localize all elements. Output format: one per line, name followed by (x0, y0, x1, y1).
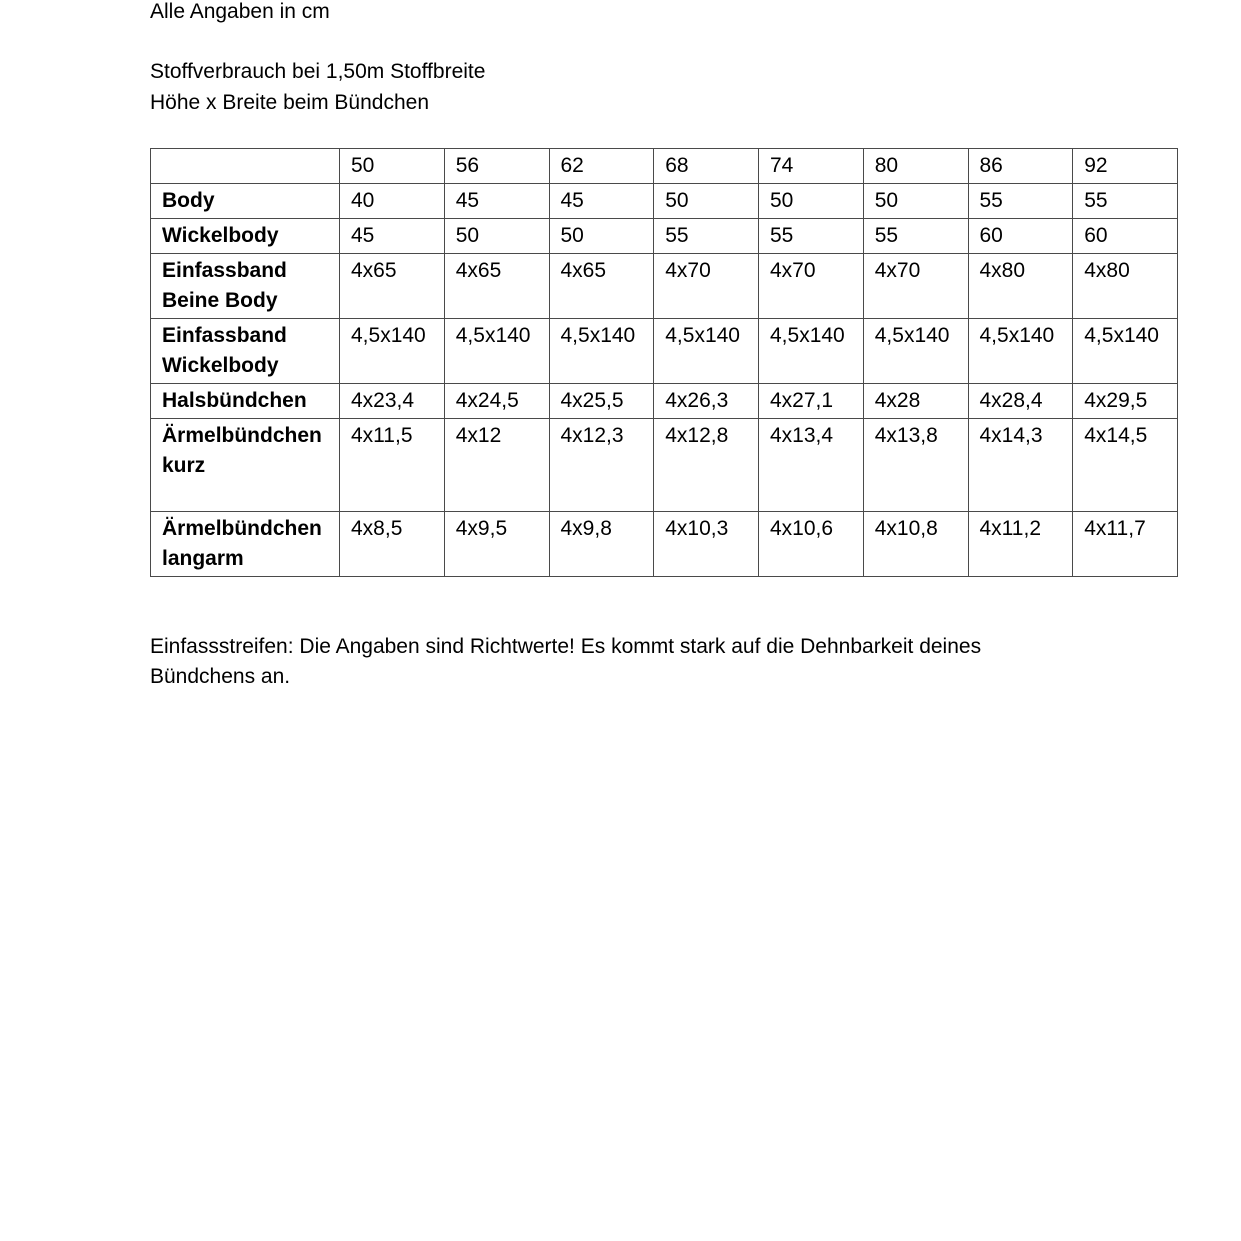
row-label: Ärmelbündchen kurz (151, 419, 340, 512)
table-cell: 4x12,3 (549, 419, 654, 512)
row-label: Body (151, 184, 340, 219)
table-row (151, 184, 1178, 219)
table-cell: 4x25,5 (549, 384, 654, 419)
table-cell: 4x70 (759, 254, 864, 319)
table-cell: 4x28,4 (968, 384, 1073, 419)
table-row (151, 384, 1178, 419)
header-cell-size: 56 (444, 149, 549, 184)
table-cell: 40 (340, 184, 445, 219)
table-cell: 4x80 (1073, 254, 1178, 319)
row-label: Einfassband Beine Body (151, 254, 340, 319)
table-cell: 4x11,7 (1073, 512, 1178, 577)
header-cell-empty (151, 149, 340, 184)
table-cell: 4x10,8 (863, 512, 968, 577)
table-cell: 4x28 (863, 384, 968, 419)
table-cell: 4,5x140 (759, 319, 864, 384)
cuff-dimensions-note: Höhe x Breite beim Bündchen (150, 91, 429, 114)
header-cell-size: 92 (1073, 149, 1178, 184)
table-cell: 55 (1073, 184, 1178, 219)
table-row (151, 219, 1178, 254)
table-cell: 4x10,6 (759, 512, 864, 577)
table-cell: 4,5x140 (549, 319, 654, 384)
table-cell: 50 (444, 219, 549, 254)
row-label: Ärmelbündchen langarm (151, 512, 340, 577)
table-cell: 4x10,3 (654, 512, 759, 577)
table-cell: 4,5x140 (340, 319, 445, 384)
table-cell: 55 (863, 219, 968, 254)
units-note: Alle Angaben in cm (150, 0, 330, 23)
table-cell: 4x11,5 (340, 419, 445, 512)
table-row (151, 512, 1178, 577)
table-cell: 4,5x140 (654, 319, 759, 384)
table-cell: 4x27,1 (759, 384, 864, 419)
table-cell: 4x24,5 (444, 384, 549, 419)
table-cell: 4,5x140 (444, 319, 549, 384)
table-cell: 45 (340, 219, 445, 254)
table-cell: 4x14,5 (1073, 419, 1178, 512)
table-cell: 4x13,8 (863, 419, 968, 512)
table-cell: 50 (549, 219, 654, 254)
header-cell-size: 80 (863, 149, 968, 184)
fabric-usage-note: Stoffverbrauch bei 1,50m Stoffbreite (150, 60, 486, 83)
table-cell: 4x14,3 (968, 419, 1073, 512)
table-cell: 55 (759, 219, 864, 254)
size-table (150, 148, 1178, 577)
header-cell-size: 74 (759, 149, 864, 184)
table-cell: 4,5x140 (968, 319, 1073, 384)
table-cell: 4x8,5 (340, 512, 445, 577)
table-cell: 4x9,8 (549, 512, 654, 577)
table-row (151, 419, 1178, 512)
table-cell: 4x11,2 (968, 512, 1073, 577)
header-cell-size: 86 (968, 149, 1073, 184)
table-cell: 50 (863, 184, 968, 219)
table-cell: 4x65 (444, 254, 549, 319)
table-cell: 4x12,8 (654, 419, 759, 512)
table-row (151, 254, 1178, 319)
table-cell: 4x65 (549, 254, 654, 319)
table-cell: 4x12 (444, 419, 549, 512)
table-row (151, 319, 1178, 384)
row-label: Halsbündchen (151, 384, 340, 419)
header-cell-size: 68 (654, 149, 759, 184)
table-cell: 4,5x140 (863, 319, 968, 384)
table-cell: 4x70 (863, 254, 968, 319)
header-cell-size: 50 (340, 149, 445, 184)
table-cell: 4x13,4 (759, 419, 864, 512)
table-cell: 4x29,5 (1073, 384, 1178, 419)
table-cell: 4x9,5 (444, 512, 549, 577)
table-cell: 60 (1073, 219, 1178, 254)
row-label: Einfassband Wickelbody (151, 319, 340, 384)
table-cell: 4,5x140 (1073, 319, 1178, 384)
table-cell: 60 (968, 219, 1073, 254)
table-cell: 4x23,4 (340, 384, 445, 419)
table-cell: 4x65 (340, 254, 445, 319)
table-cell: 45 (444, 184, 549, 219)
header-cell-size: 62 (549, 149, 654, 184)
table-cell: 50 (654, 184, 759, 219)
row-label: Wickelbody (151, 219, 340, 254)
table-cell: 4x26,3 (654, 384, 759, 419)
table-cell: 55 (654, 219, 759, 254)
table-header-row (151, 149, 1178, 184)
binding-strip-note: Einfassstreifen: Die Angaben sind Richtwerte! Es kommt stark auf die Dehnbarkeit deines Bündchens an. (150, 635, 982, 688)
table-cell: 4x70 (654, 254, 759, 319)
table-cell: 45 (549, 184, 654, 219)
table-cell: 50 (759, 184, 864, 219)
table-cell: 4x80 (968, 254, 1073, 319)
table-cell: 55 (968, 184, 1073, 219)
